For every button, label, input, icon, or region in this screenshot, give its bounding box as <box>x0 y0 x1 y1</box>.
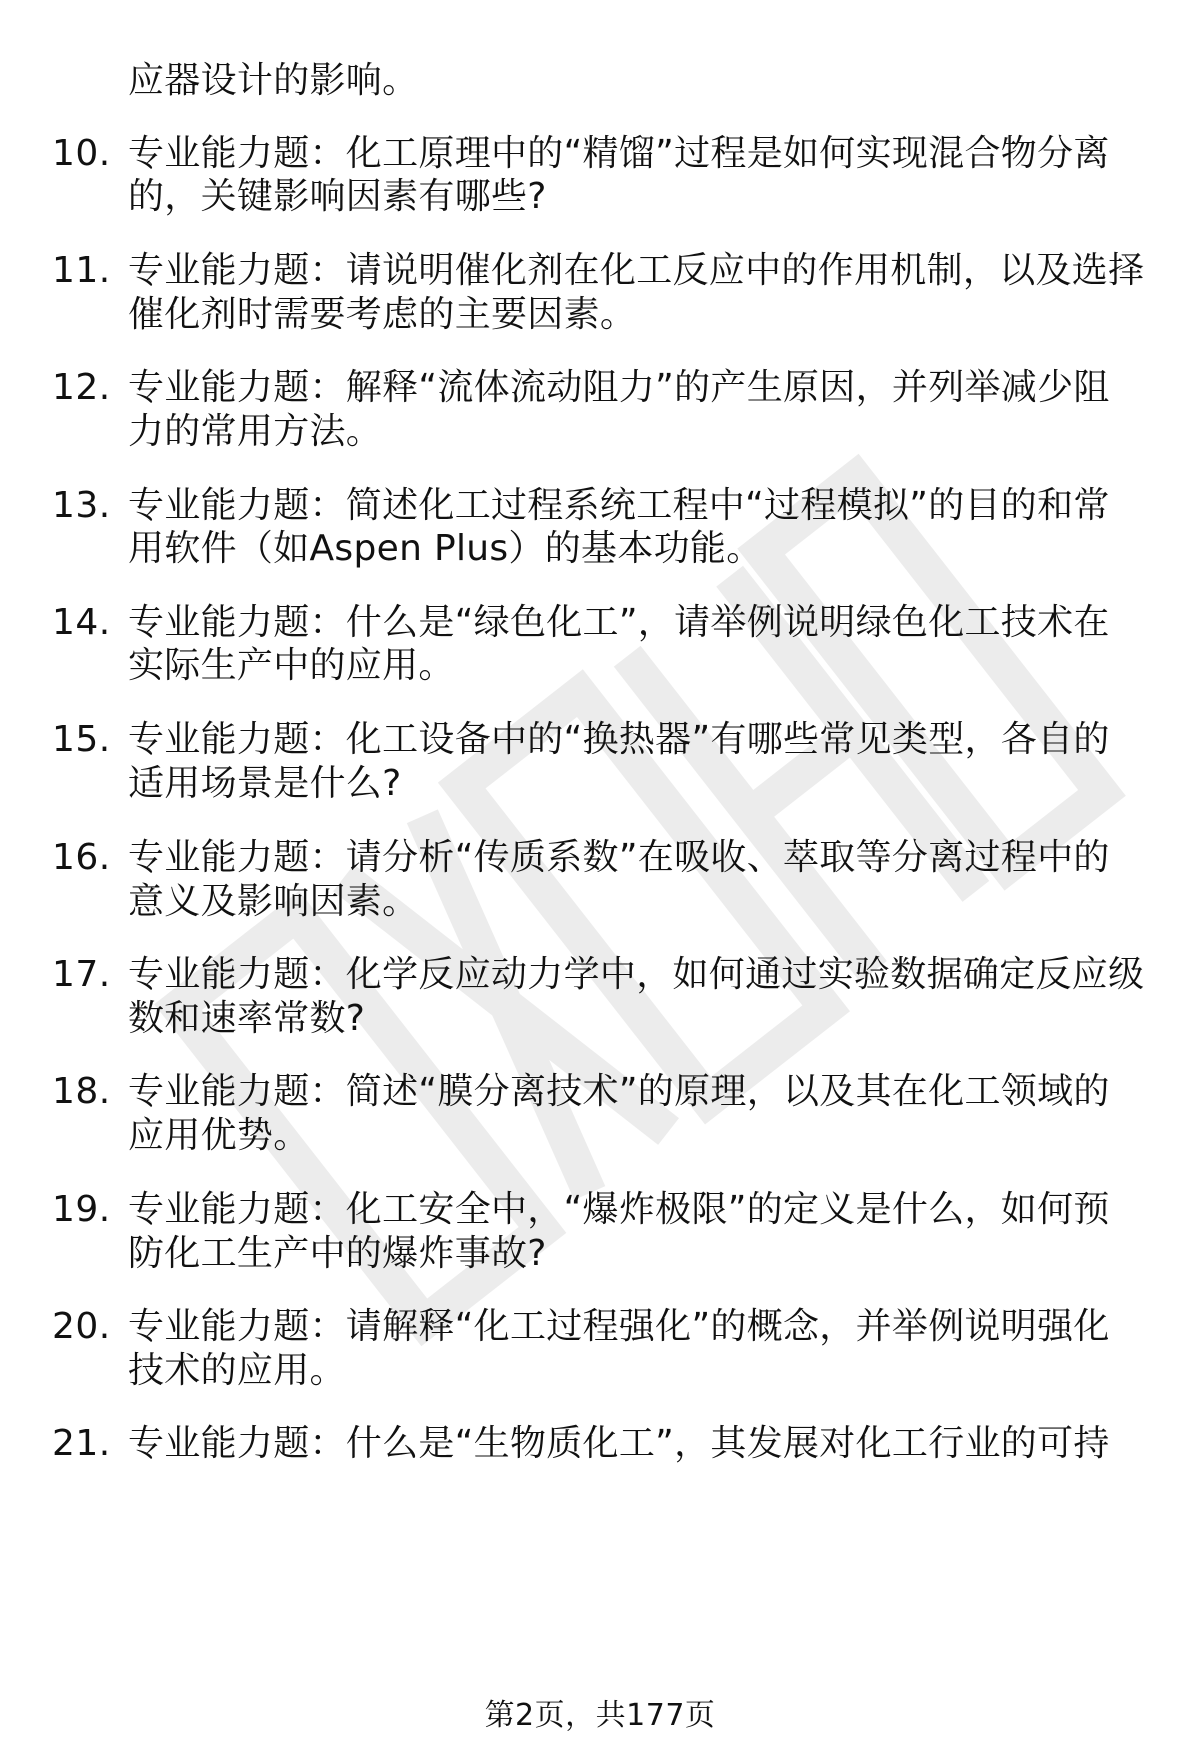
item-text-line1: 专业能力题：化工原理中的“精馏”过程是如何实现混合物分离 <box>128 133 1110 174</box>
continuation-text: 应器设计的影响。 <box>128 60 419 101</box>
item-number: 13. <box>52 485 111 526</box>
item-number: 19. <box>52 1189 111 1230</box>
item-text-line2: 力的常用方法。 <box>128 411 383 452</box>
item-text-line1: 专业能力题：化学反应动力学中，如何通过实验数据确定反应级 <box>128 954 1145 995</box>
item-number: 12. <box>52 367 111 408</box>
item-number: 14. <box>52 602 111 643</box>
item-text-line1: 专业能力题：什么是“绿色化工”，请举例说明绿色化工技术在 <box>128 602 1110 643</box>
item-text-line2: 技术的应用。 <box>128 1350 346 1391</box>
item-text-line2: 的，关键影响因素有哪些? <box>128 176 547 217</box>
item-number: 16. <box>52 837 111 878</box>
item-text-line1: 专业能力题：简述“膜分离技术”的原理，以及其在化工领域的 <box>128 1071 1110 1112</box>
item-text-line2: 用软件（如Aspen Plus）的基本功能。 <box>128 528 763 569</box>
item-number: 11. <box>52 250 111 291</box>
item-text-line2: 实际生产中的应用。 <box>128 645 455 686</box>
item-text-line1: 专业能力题：解释“流体流动阻力”的产生原因，并列举减少阻 <box>128 367 1110 408</box>
item-number: 10. <box>52 133 111 174</box>
item-text-line2: 数和速率常数? <box>128 998 366 1039</box>
item-text-line2: 催化剂时需要考虑的主要因素。 <box>128 294 637 335</box>
item-text-line2: 意义及影响因素。 <box>128 881 419 922</box>
item-number: 17. <box>52 954 111 995</box>
item-text-line1: 专业能力题：请分析“传质系数”在吸收、萃取等分离过程中的 <box>128 837 1110 878</box>
item-text-line1: 专业能力题：什么是“生物质化工”，其发展对化工行业的可持 <box>128 1423 1110 1464</box>
item-text-line1: 专业能力题：化工设备中的“换热器”有哪些常见类型，各自的 <box>128 719 1110 760</box>
item-text-line1: 专业能力题：化工安全中，“爆炸极限”的定义是什么，如何预 <box>128 1189 1110 1230</box>
item-number: 15. <box>52 719 111 760</box>
item-number: 18. <box>52 1071 111 1112</box>
item-number: 20. <box>52 1306 111 1347</box>
item-text-line1: 专业能力题：请解释“化工过程强化”的概念，并举例说明强化 <box>128 1306 1110 1347</box>
item-text-line2: 应用优势。 <box>128 1115 310 1156</box>
item-text-line2: 适用场景是什么? <box>128 763 402 804</box>
item-text-line1: 专业能力题：简述化工过程系统工程中“过程模拟”的目的和常 <box>128 485 1110 526</box>
item-text-line2: 防化工生产中的爆炸事故? <box>128 1233 547 1274</box>
item-number: 21. <box>52 1423 111 1464</box>
item-text-line1: 专业能力题：请说明催化剂在化工反应中的作用机制，以及选择 <box>128 250 1145 291</box>
page-footer: 第2页，共177页 <box>484 1698 716 1733</box>
